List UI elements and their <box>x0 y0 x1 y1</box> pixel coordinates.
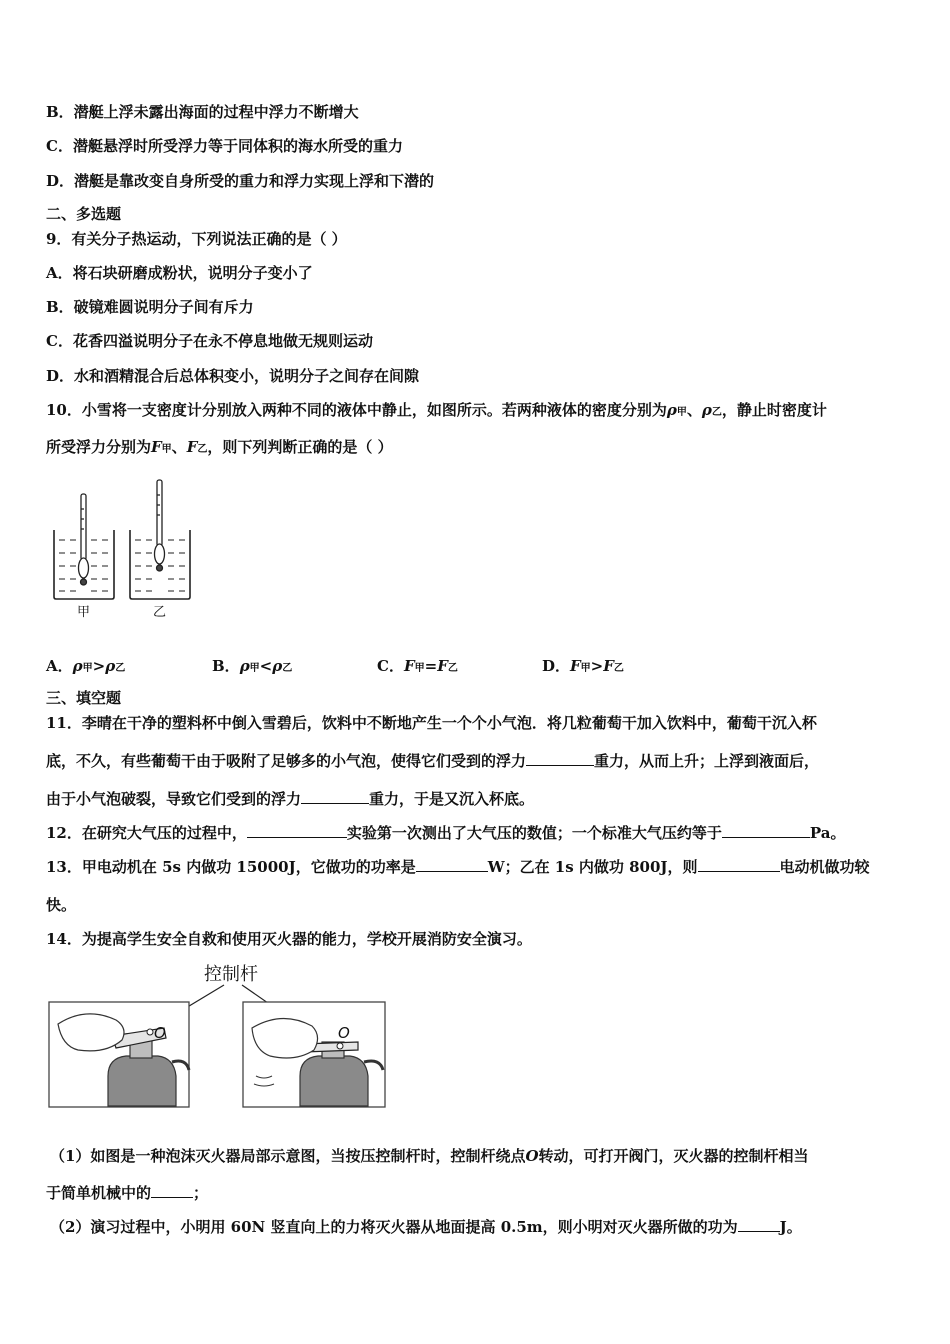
q8-option-b: B．潜艇上浮未露出海面的过程中浮力不断增大 <box>46 103 359 121</box>
q11-text-2b: 重力，从而上升；上浮到液面后， <box>594 752 820 770</box>
figure-label-yi: 乙 <box>153 605 167 620</box>
q11-line1: 11．李晴在干净的塑料杯中倒入雪碧后，饮料中不断地产生一个个小气泡．将几粒葡萄干加入饮料中，葡萄干沉入杯 <box>46 714 817 732</box>
q13-blank-2[interactable] <box>698 857 780 872</box>
force-symbol: F <box>570 657 581 675</box>
sub-yi: 乙 <box>711 407 722 418</box>
q9-option-a: A．将石块研磨成粉状，说明分子变小了 <box>46 264 313 282</box>
q11-text-3a: 由于小气泡破裂，导致它们受到的浮力 <box>46 790 302 808</box>
rho-symbol: ρ <box>105 657 116 675</box>
q13-text-c: 电动机做功较 <box>779 858 870 876</box>
q14-extinguisher-figure <box>46 958 396 1110</box>
sub-jia: 甲 <box>249 663 260 674</box>
figure-label-jia: 甲 <box>77 605 91 620</box>
q9-option-b: B．破镜难圆说明分子间有斥力 <box>46 298 254 316</box>
q11-text-3b: 重力，于是又沉入杯底。 <box>369 790 535 808</box>
sub-jia: 甲 <box>580 663 591 674</box>
q10-text-1a: 10．小雪将一支密度计分别放入两种不同的液体中静止，如图所示。若两种液体的密度分别为 <box>46 401 667 419</box>
option-a-prefix: A． <box>46 657 73 675</box>
sub-yi: 乙 <box>447 663 458 674</box>
rho-symbol: ρ <box>72 657 83 675</box>
q9-stem: 9．有关分子热运动，下列说法正确的是（ ） <box>46 230 347 248</box>
sub-jia: 甲 <box>676 407 687 418</box>
rho-symbol: ρ <box>272 657 283 675</box>
q10-text-2b: ，则下列判断正确的是（ ） <box>207 438 393 456</box>
q13-line1 <box>46 857 870 877</box>
q12-text-b: 实验第一次测出了大气压的数值；一个标准大气压约等于 <box>346 824 722 842</box>
q8-option-d: D．潜艇是靠改变自身所受的重力和浮力实现上浮和下潜的 <box>46 172 435 190</box>
q10-option-a <box>46 656 125 679</box>
q11-blank-1[interactable] <box>526 751 594 766</box>
control-lever-label: 控制杆 <box>204 964 258 985</box>
q14-stem: 14．为提高学生安全自救和使用灭火器的能力，学校开展消防安全演习。 <box>46 930 532 948</box>
q10-option-b <box>212 656 292 679</box>
dun-mark: 、 <box>171 438 187 456</box>
force-symbol: F <box>603 657 614 675</box>
q10-stem-line1 <box>46 400 827 423</box>
q14-p1-text-b: 转动，可打开阀门，灭火器的控制杆相当 <box>538 1147 809 1165</box>
q14-blank-2[interactable] <box>738 1217 780 1232</box>
section-title-multiple-choice: 二、多选题 <box>46 205 122 223</box>
pivot-label-left: O <box>154 1024 166 1042</box>
q14-p1-text-a: （1）如图是一种泡沫灭火器局部示意图，当按压控制杆时，控制杆绕点 <box>50 1147 526 1165</box>
q14-p2-text-b: J。 <box>779 1218 802 1236</box>
q11-line3 <box>46 789 534 809</box>
sub-yi: 乙 <box>197 444 208 455</box>
q14-p2-text-a: （2）演习过程中，小明用 60N 竖直向上的力将灭火器从地面提高 0.5m，则小明对灭火器所做的功为 <box>50 1218 738 1236</box>
sub-jia: 甲 <box>414 663 425 674</box>
q10-stem-line2 <box>46 437 393 460</box>
option-d-prefix: D． <box>542 657 571 675</box>
q14-part1-line1 <box>50 1146 809 1166</box>
q13-text-b: W；乙在 1s 内做功 800J，则 <box>487 858 698 876</box>
pivot-o: O <box>525 1147 539 1165</box>
q10-option-d <box>542 656 624 679</box>
force-symbol: F <box>186 438 198 456</box>
pivot-label-right: O <box>338 1024 350 1042</box>
q14-part1-line2 <box>46 1183 208 1203</box>
q10-option-c <box>377 656 458 679</box>
q11-blank-2[interactable] <box>301 789 369 804</box>
dun-mark: 、 <box>686 401 702 419</box>
relation-gt: > <box>92 657 106 675</box>
option-c-prefix: C． <box>377 657 404 675</box>
q13-blank-1[interactable] <box>416 857 488 872</box>
q12-text-a: 12．在研究大气压的过程中， <box>46 824 247 842</box>
relation-lt: < <box>259 657 273 675</box>
sub-jia: 甲 <box>161 444 172 455</box>
q14-blank-1[interactable] <box>151 1183 193 1198</box>
sub-jia: 甲 <box>82 663 93 674</box>
rho-symbol: ρ <box>701 401 712 419</box>
q12-blank-2[interactable] <box>722 823 810 838</box>
q9-option-c: C．花香四溢说明分子在永不停息地做无规则运动 <box>46 332 373 350</box>
q12-line <box>46 823 846 843</box>
force-symbol: F <box>437 657 448 675</box>
rho-symbol: ρ <box>239 657 250 675</box>
section-title-fill-in: 三、填空题 <box>46 689 122 707</box>
q14-p1-text-c: 于简单机械中的 <box>46 1184 152 1202</box>
q10-hydrometer-figure <box>46 474 206 624</box>
q12-blank-1[interactable] <box>247 823 347 838</box>
q14-part2-line <box>50 1217 802 1237</box>
q11-text-2a: 底，不久，有些葡萄干由于吸附了足够多的小气泡，使得它们受到的浮力 <box>46 752 527 770</box>
q9-option-d: D．水和酒精混合后总体积变小，说明分子之间存在间隙 <box>46 367 420 385</box>
option-b-prefix: B． <box>212 657 240 675</box>
q11-line2 <box>46 751 819 771</box>
q12-text-c: Pa。 <box>809 824 846 842</box>
q13-text-a: 13．甲电动机在 5s 内做功 15000J，它做功的功率是 <box>46 858 416 876</box>
sub-yi: 乙 <box>282 663 293 674</box>
sub-yi: 乙 <box>613 663 624 674</box>
sub-yi: 乙 <box>115 663 126 674</box>
force-symbol: F <box>151 438 162 456</box>
relation-gt: > <box>590 657 604 675</box>
force-symbol: F <box>403 657 415 675</box>
q10-text-2a: 所受浮力分别为 <box>46 438 152 456</box>
rho-symbol: ρ <box>666 401 677 419</box>
hydrometer-right <box>155 480 165 571</box>
hydrometer-left <box>79 494 89 585</box>
relation-eq: = <box>424 657 438 675</box>
q14-p1-text-d: ； <box>193 1184 209 1202</box>
q8-option-c: C．潜艇悬浮时所受浮力等于同体积的海水所受的重力 <box>46 137 403 155</box>
q13-line2: 快。 <box>46 896 77 914</box>
q10-text-1b: ，静止时密度计 <box>721 401 827 419</box>
